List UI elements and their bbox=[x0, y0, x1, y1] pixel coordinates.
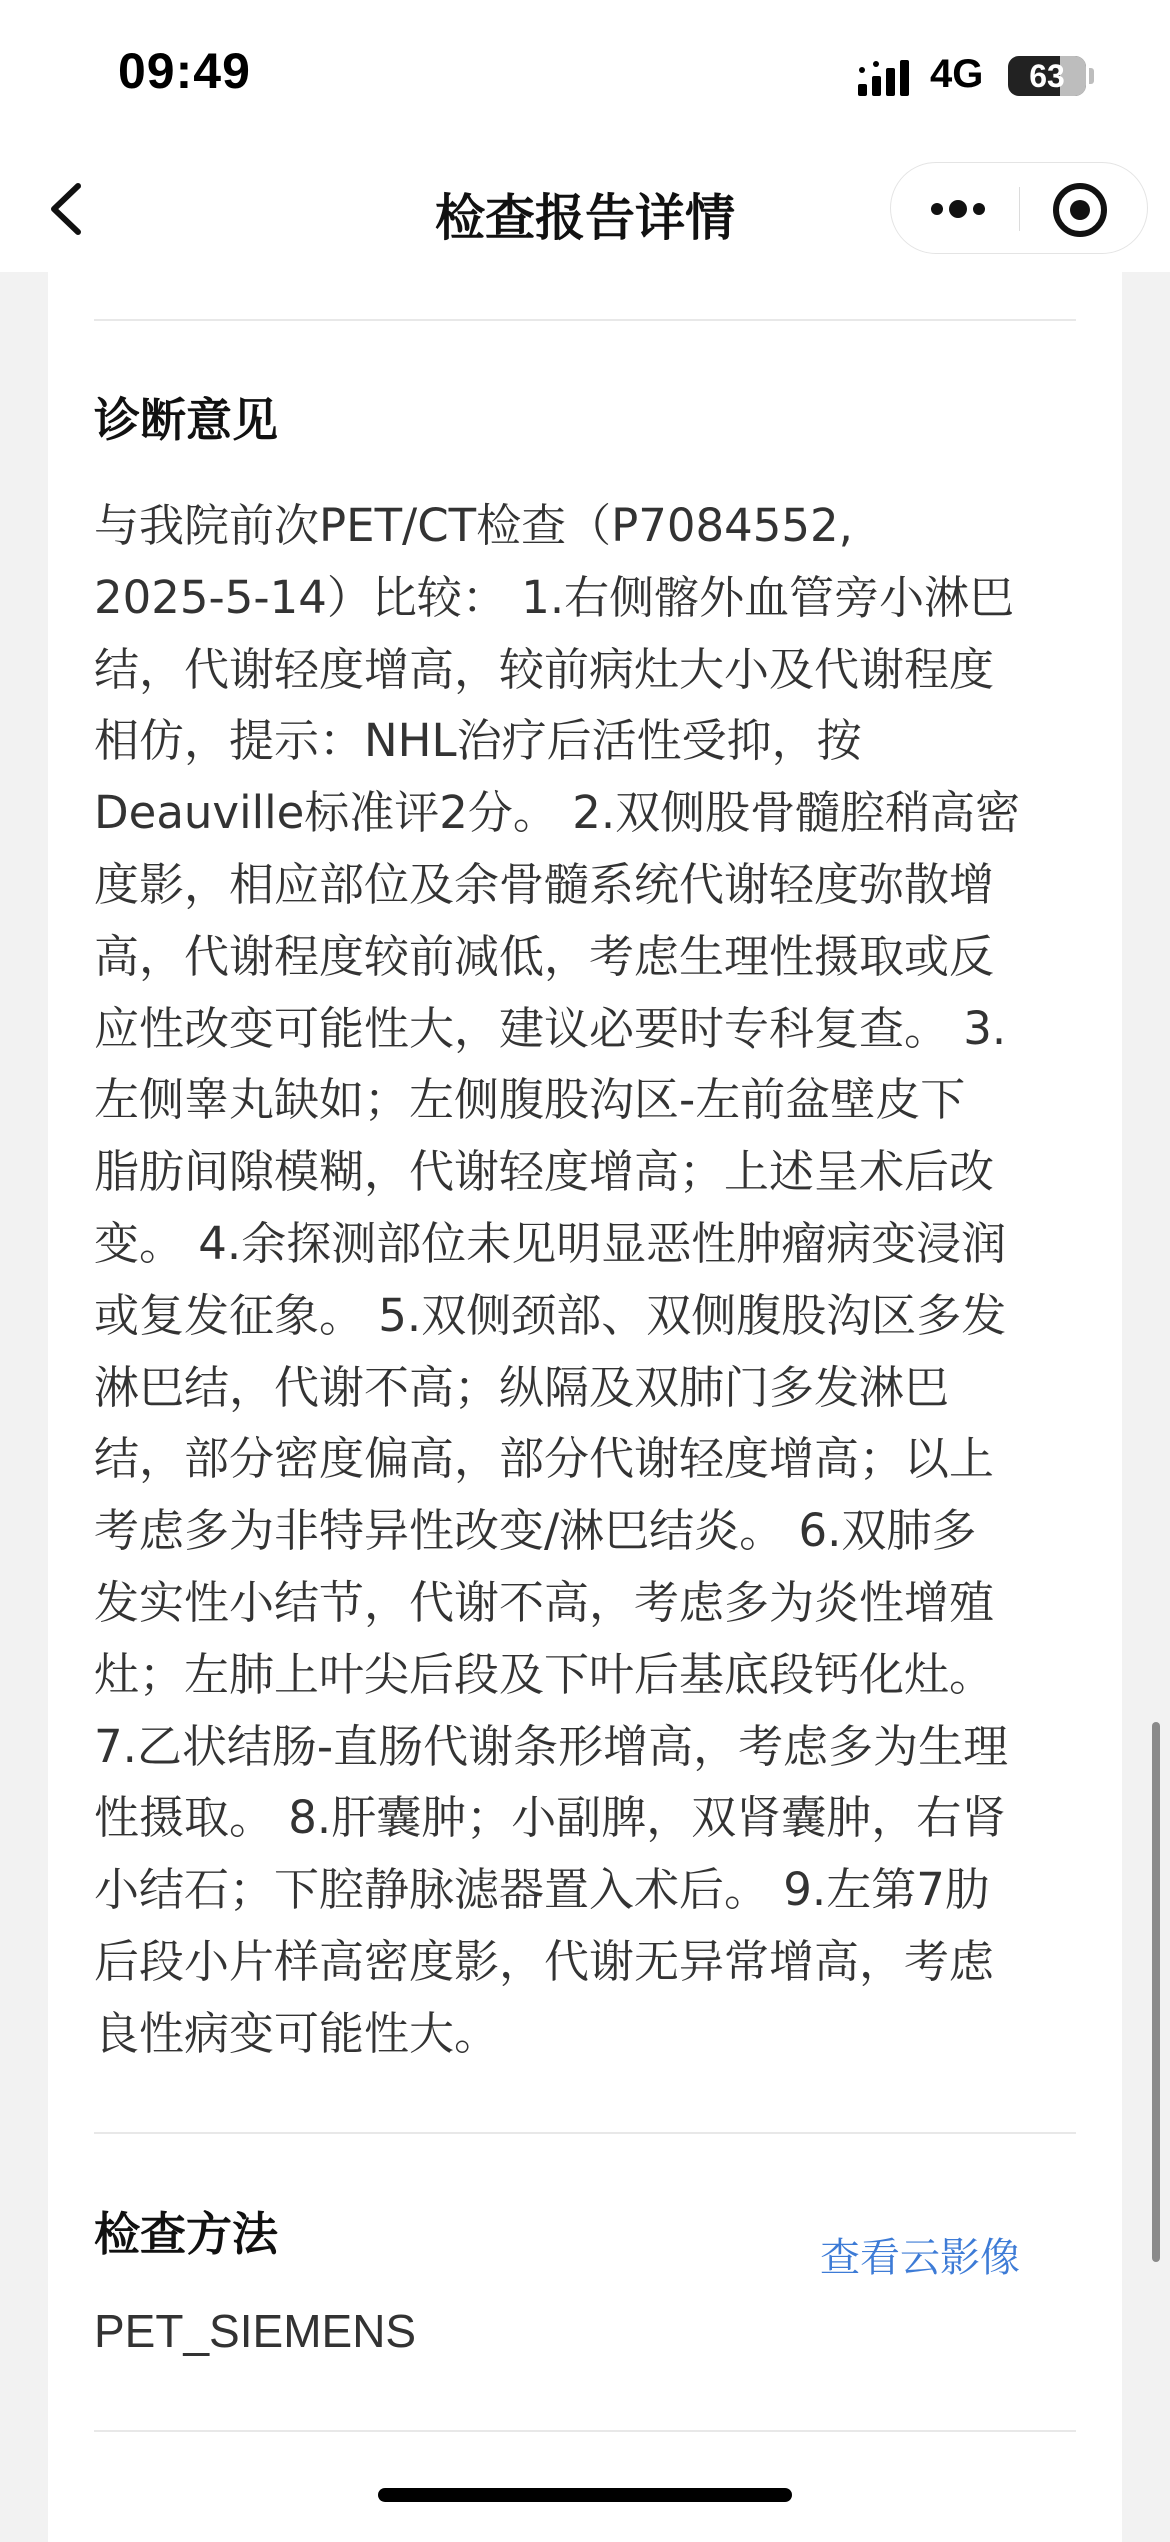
diagnosis-line: 与我院前次PET/CT检查（P7084552, bbox=[94, 499, 853, 552]
diagnosis-line: 结，代谢轻度增高，较前病灶大小及代谢程度 bbox=[94, 642, 995, 696]
diagnosis-line: 高，代谢程度较前减低，考虑生理性摄取或反 bbox=[94, 929, 995, 983]
method-value: PET_SIEMENS bbox=[94, 2305, 417, 2357]
mini-program-capsule bbox=[890, 162, 1148, 254]
diagnosis-content bbox=[94, 490, 1094, 2070]
diagnosis-line: Deauville标准评2分。 2.双侧股骨髓腔稍高密 bbox=[94, 786, 1021, 840]
diagnosis-line: 良性病变可能性大。 bbox=[94, 2006, 500, 2060]
diagnosis-line: 性摄取。 8.肝囊肿；小副脾，双肾囊肿，右肾 bbox=[94, 1791, 1007, 1845]
capsule-divider bbox=[1019, 187, 1020, 231]
signal-strength-icon bbox=[856, 58, 916, 98]
battery-level: 63 bbox=[1029, 58, 1065, 94]
section-divider bbox=[94, 2430, 1076, 2432]
home-indicator[interactable] bbox=[378, 2488, 792, 2502]
method-title: 检查方法 bbox=[94, 2207, 278, 2261]
diagnosis-line: 左侧睾丸缺如；左侧腹股沟区-左前盆壁皮下 bbox=[94, 1073, 966, 1127]
battery-icon bbox=[1008, 56, 1086, 96]
diagnosis-line: 或复发征象。 5.双侧颈部、双侧腹股沟区多发 bbox=[94, 1288, 1007, 1342]
network-type: 4G bbox=[930, 52, 984, 96]
diagnosis-title: 诊断意见 bbox=[94, 393, 278, 447]
status-bar bbox=[0, 0, 1170, 150]
diagnosis-line: 考虑多为非特异性改变/淋巴结炎。 6.双肺多 bbox=[94, 1504, 977, 1558]
status-time: 09:49 bbox=[118, 43, 251, 99]
diagnosis-line: 灶；左肺上叶尖后段及下叶后基底段钙化灶。 bbox=[94, 1647, 995, 1701]
view-cloud-images-link[interactable]: 查看云影像 bbox=[820, 2235, 1020, 2281]
diagnosis-line: 小结石；下腔静脉滤器置入术后。 9.左第7肋 bbox=[94, 1863, 990, 1917]
battery-nub bbox=[1089, 68, 1094, 84]
nav-bar bbox=[0, 150, 1170, 272]
diagnosis-line: 发实性小结节，代谢不高，考虑多为炎性增殖 bbox=[94, 1575, 995, 1629]
diagnosis-line: 变。 4.余探测部位未见明显恶性肿瘤病变浸润 bbox=[94, 1216, 1007, 1270]
diagnosis-line: 结，部分密度偏高，部分代谢轻度增高；以上 bbox=[94, 1432, 995, 1486]
diagnosis-line: 2025-5-14）比较： 1.右侧髂外血管旁小淋巴 bbox=[94, 570, 1015, 624]
scrollbar[interactable] bbox=[1152, 1722, 1160, 2262]
diagnosis-line: 度影，相应部位及余骨髓系统代谢轻度弥散增 bbox=[94, 857, 995, 911]
section-divider bbox=[94, 2132, 1076, 2134]
diagnosis-line: 淋巴结，代谢不高；纵隔及双肺门多发淋巴 bbox=[94, 1360, 950, 1414]
diagnosis-line: 应性改变可能性大，建议必要时专科复查。 3. bbox=[94, 1001, 1007, 1055]
diagnosis-line: 相仿，提示：NHL治疗后活性受抑，按 bbox=[94, 714, 862, 768]
diagnosis-line: 后段小片样高密度影，代谢无异常增高，考虑 bbox=[94, 1934, 995, 1988]
close-miniprogram-icon[interactable] bbox=[1051, 181, 1109, 239]
diagnosis-line: 7.乙状结肠-直肠代谢条形增高，考虑多为生理 bbox=[94, 1719, 1009, 1773]
page-title: 检查报告详情 bbox=[435, 189, 735, 247]
more-options-icon[interactable] bbox=[923, 185, 993, 233]
diagnosis-line: 脂肪间隙模糊，代谢轻度增高；上述呈术后改 bbox=[94, 1145, 995, 1199]
section-divider bbox=[94, 319, 1076, 321]
report-card bbox=[48, 272, 1122, 2542]
